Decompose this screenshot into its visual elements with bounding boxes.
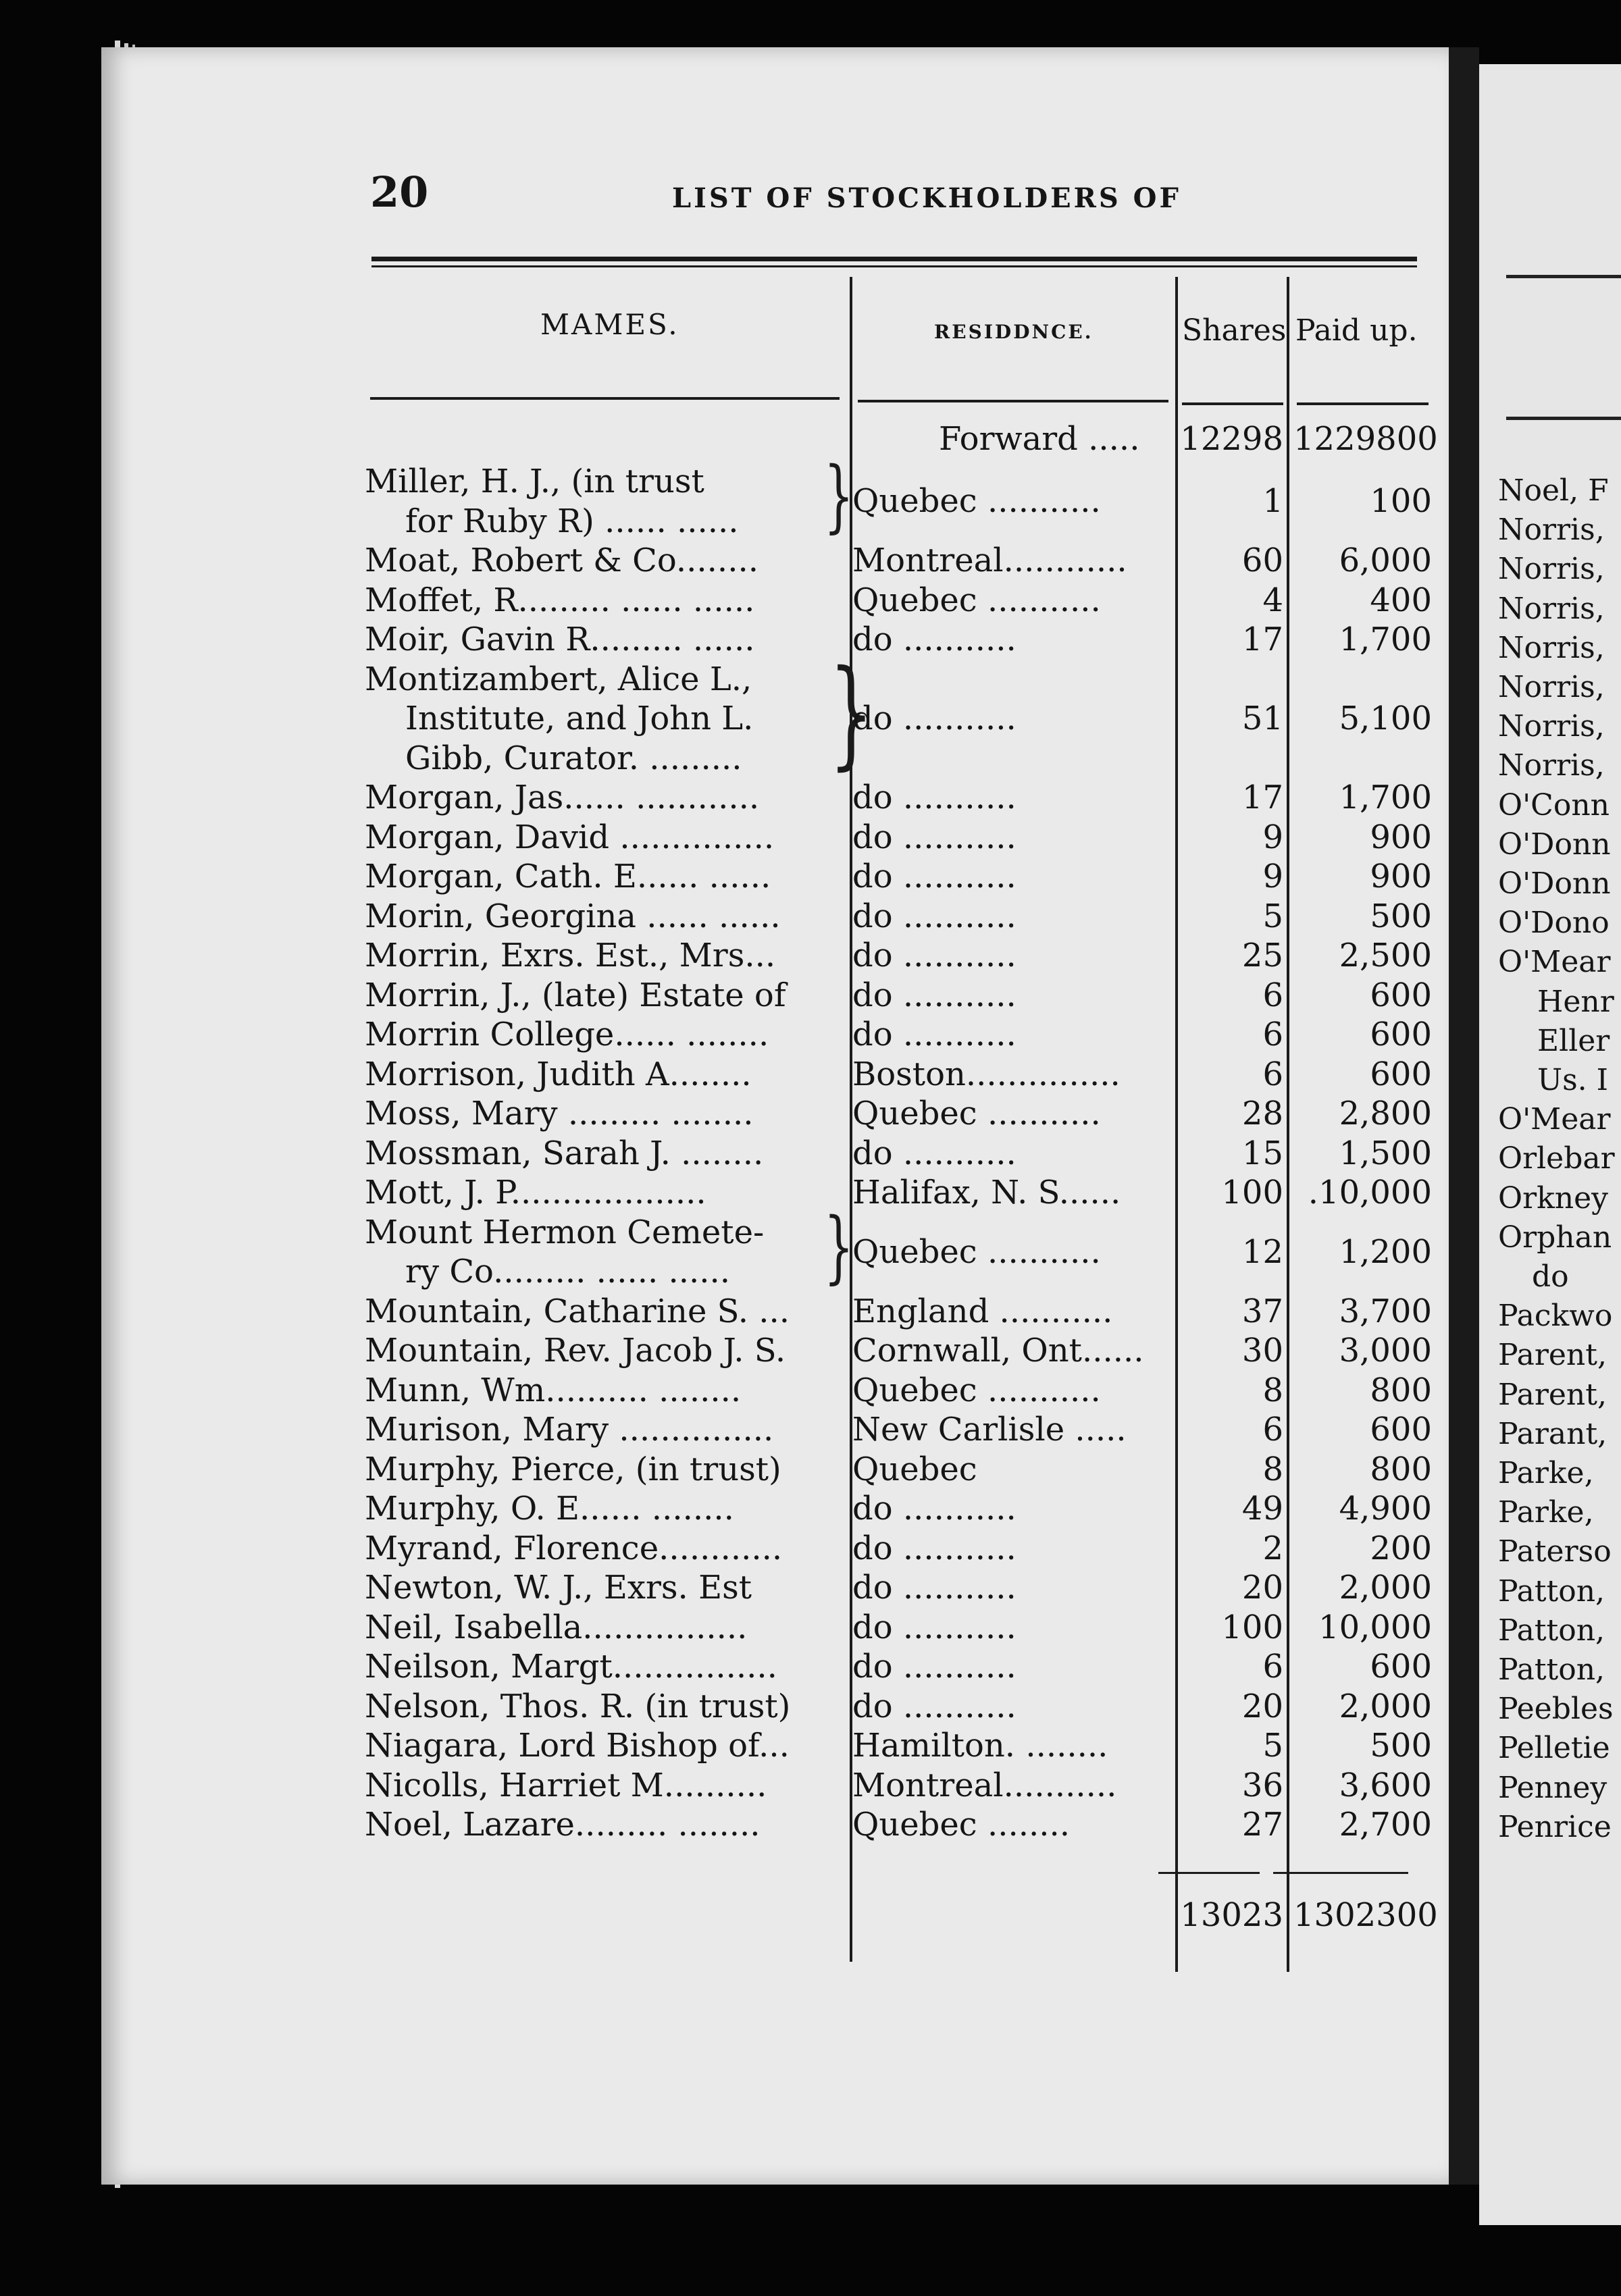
stockholder-name: Munn, Wm.......... ........: [365, 1371, 742, 1409]
facing-page-name-fragment: O'Donn: [1498, 827, 1611, 862]
brace-mark: }: [829, 644, 874, 782]
paid-up-value: .10,000: [1308, 1174, 1432, 1211]
facing-page-name-fragment: Eller: [1537, 1023, 1610, 1058]
shares-value: 36: [1241, 1766, 1283, 1804]
residence: do ...........: [852, 1648, 1017, 1686]
stockholder-name: Neil, Isabella................: [365, 1608, 748, 1646]
stockholder-name: Moir, Gavin R......... ......: [365, 621, 755, 658]
stockholder-name: Mott, J. P...................: [365, 1174, 706, 1211]
residence: Quebec ...........: [852, 1095, 1101, 1132]
column-header-paid-up: Paid up.: [1295, 313, 1418, 348]
stockholder-name-line: [0, 739, 1449, 777]
stockholder-name: Nicolls, Harriet M..........: [365, 1766, 767, 1804]
facing-page-name-fragment: Norris,: [1498, 670, 1605, 704]
stockholder-name: Newton, W. J., Exrs. Est: [365, 1569, 752, 1607]
residence: do ...........: [852, 1016, 1017, 1053]
stockholder-name: Mountain, Rev. Jacob J. S.: [365, 1332, 786, 1369]
stockholder-name: Institute, and John L.: [405, 700, 754, 737]
forward-paid: 1229800: [1293, 420, 1438, 458]
stockholder-name: Morgan, Cath. E...... ......: [365, 858, 771, 895]
paid-up-value: 1,700: [1339, 621, 1432, 658]
facing-page-name-fragment: Patton,: [1498, 1652, 1605, 1687]
facing-page-name-fragment: Penney: [1498, 1770, 1607, 1805]
stockholder-name: Morin, Georgina ...... ......: [365, 897, 781, 935]
facing-page-name-fragment: Norris,: [1498, 709, 1605, 744]
residence: do ...........: [852, 700, 1017, 737]
stockholder-name: for Ruby R) ...... ......: [405, 502, 739, 540]
facing-page-name-fragment: Parent,: [1498, 1377, 1607, 1412]
column-header-rule: [1182, 402, 1283, 405]
paid-up-value: 3,000: [1339, 1332, 1432, 1369]
stockholder-name: Moat, Robert & Co........: [365, 542, 758, 579]
stockholder-name: Morrin College...... ........: [365, 1016, 769, 1053]
residence: Quebec ........: [852, 1806, 1071, 1844]
shares-value: 30: [1241, 1332, 1283, 1369]
stockholder-values: [0, 542, 1449, 579]
stockholder-values: [0, 1233, 1449, 1271]
residence: do ...........: [852, 1134, 1017, 1172]
totals-rule: [1158, 1872, 1260, 1874]
totals-rule: [1273, 1872, 1408, 1874]
stockholder-values: [0, 937, 1449, 974]
stockholder-values: [0, 1648, 1449, 1686]
stockholder-values: [0, 1372, 1449, 1409]
shares-value: 5: [1262, 1727, 1283, 1765]
shares-value: 51: [1241, 700, 1283, 737]
facing-page-name-fragment: Parent,: [1498, 1338, 1607, 1373]
stockholder-name: Nelson, Thos. R. (in trust): [365, 1687, 791, 1725]
shares-value: 8: [1262, 1371, 1283, 1409]
stockholder-name: Neilson, Margt................: [365, 1648, 777, 1686]
stockholder-values: [0, 1332, 1449, 1369]
residence: do ...........: [852, 897, 1017, 935]
paid-up-value: 2,000: [1339, 1687, 1432, 1725]
stockholder-name: Myrand, Florence............: [365, 1529, 783, 1567]
paid-up-value: 600: [1370, 1055, 1432, 1093]
stockholder-values: [0, 1609, 1449, 1646]
facing-page-name-fragment: Patton,: [1498, 1573, 1605, 1609]
residence: England ...........: [852, 1292, 1113, 1330]
shares-value: 100: [1221, 1174, 1283, 1211]
paid-up-value: 1,700: [1339, 779, 1432, 816]
paid-up-value: 800: [1370, 1450, 1432, 1488]
facing-page: [1479, 64, 1621, 2225]
stockholder-values: [0, 482, 1449, 520]
stockholder-values: [0, 1095, 1449, 1132]
facing-page-name-fragment: Penrice: [1498, 1809, 1612, 1844]
residence: Quebec ...........: [852, 1371, 1101, 1409]
paid-up-value: 600: [1370, 976, 1432, 1014]
shares-value: 5: [1262, 897, 1283, 935]
stockholder-values: [0, 1767, 1449, 1804]
paid-up-value: 900: [1370, 818, 1432, 856]
shares-value: 20: [1241, 1569, 1283, 1607]
shares-value: 25: [1241, 937, 1283, 974]
shares-value: 27: [1241, 1806, 1283, 1844]
residence: Quebec ...........: [852, 1232, 1101, 1271]
paid-up-value: 500: [1370, 1727, 1432, 1765]
paid-up-value: 600: [1370, 1411, 1432, 1449]
residence: do ...........: [852, 621, 1017, 658]
shares-value: 1: [1262, 482, 1283, 521]
paid-up-value: 4,900: [1339, 1490, 1432, 1528]
page-number: 20: [370, 167, 429, 217]
stockholder-name: Morrison, Judith A........: [365, 1055, 752, 1093]
stockholder-values: [0, 1411, 1449, 1449]
facing-page-name-fragment: Norris,: [1498, 630, 1605, 665]
stockholder-values: [0, 621, 1449, 658]
stockholder-values: [0, 1055, 1449, 1093]
residence: Quebec ...........: [852, 482, 1101, 521]
paid-up-value: 1,200: [1339, 1232, 1432, 1271]
stockholder-values: [0, 1016, 1449, 1053]
stockholder-values: [0, 779, 1449, 816]
residence: Cornwall, Ont......: [852, 1332, 1144, 1369]
shares-value: 6: [1262, 1016, 1283, 1053]
facing-page-name-fragment: Norris,: [1498, 552, 1605, 587]
residence: do ...........: [852, 976, 1017, 1014]
shares-value: 9: [1262, 818, 1283, 856]
shares-value: 37: [1241, 1292, 1283, 1330]
forward-row: [0, 420, 1449, 458]
residence: do ...........: [852, 1687, 1017, 1725]
facing-page-name-fragment: O'Dono: [1498, 906, 1610, 941]
column-header-rule: [1297, 402, 1429, 405]
shares-value: 6: [1262, 976, 1283, 1014]
facing-page-name-fragment: do: [1532, 1259, 1569, 1294]
stockholder-values: [0, 1530, 1449, 1567]
residence: do ...........: [852, 1490, 1017, 1528]
paid-up-value: 400: [1370, 581, 1432, 619]
residence: do ...........: [852, 779, 1017, 816]
forward-label: Forward .....: [939, 420, 1140, 458]
residence: do ...........: [852, 1569, 1017, 1607]
facing-page-name-fragment: Orlebar: [1498, 1141, 1615, 1176]
facing-page-name-fragment: Noel, F: [1498, 473, 1609, 508]
stockholder-name: ry Co......... ...... ......: [405, 1253, 731, 1290]
residence: Quebec ...........: [852, 581, 1101, 619]
brace-mark: }: [823, 450, 854, 542]
column-header-residence: RESIDDNCE.: [934, 321, 1093, 343]
stockholder-values: [0, 858, 1449, 895]
facing-page-name-fragment: Parke,: [1498, 1495, 1594, 1530]
stockholder-name: Moffet, R......... ...... ......: [365, 581, 755, 619]
shares-value: 8: [1262, 1450, 1283, 1488]
stockholder-values: [0, 581, 1449, 619]
paid-up-value: 500: [1370, 897, 1432, 935]
stockholder-values: [0, 1293, 1449, 1330]
header-rule: [371, 265, 1417, 267]
page-title: LIST OF STOCKHOLDERS OF: [672, 182, 1181, 214]
stockholder-name: Niagara, Lord Bishop of...: [365, 1727, 790, 1765]
facing-page-name-fragment: Norris,: [1498, 591, 1605, 626]
paid-up-value: 200: [1370, 1529, 1432, 1567]
shares-value: 4: [1262, 581, 1283, 619]
residence: Halifax, N. S......: [852, 1174, 1121, 1211]
paid-up-value: 5,100: [1339, 700, 1432, 737]
shares-value: 20: [1241, 1687, 1283, 1725]
facing-page-name-fragment: Packwo: [1498, 1299, 1613, 1334]
stockholder-name: Moss, Mary ......... ........: [365, 1095, 754, 1132]
forward-shares: 12298: [1180, 420, 1283, 458]
residence: do ...........: [852, 1529, 1017, 1567]
facing-page-rule: [1506, 275, 1621, 278]
paid-up-value: 2,000: [1339, 1569, 1432, 1607]
total-paid: 1302300: [1293, 1896, 1438, 1934]
stockholder-values: [0, 897, 1449, 935]
facing-page-name-fragment: Norris,: [1498, 748, 1605, 783]
stockholder-name: Morrin, J., (late) Estate of: [365, 976, 786, 1014]
shares-value: 9: [1262, 858, 1283, 895]
facing-page-name-fragment: Pelletie: [1498, 1731, 1610, 1766]
paid-up-value: 3,700: [1339, 1292, 1432, 1330]
shares-value: 60: [1241, 542, 1283, 579]
shares-value: 17: [1241, 621, 1283, 658]
stockholder-values: [0, 1806, 1449, 1844]
stockholder-values: [0, 818, 1449, 856]
facing-page-name-fragment: Parant,: [1498, 1416, 1607, 1451]
paid-up-value: 2,800: [1339, 1095, 1432, 1132]
facing-page-name-fragment: O'Mear: [1498, 945, 1611, 980]
facing-page-name-fragment: Norris,: [1498, 513, 1605, 548]
residence: Montreal...........: [852, 1766, 1117, 1804]
stockholder-values: [0, 1451, 1449, 1488]
shares-value: 100: [1221, 1608, 1283, 1646]
paid-up-value: 600: [1370, 1016, 1432, 1053]
stockholder-values: [0, 976, 1449, 1014]
facing-page-name-fragment: O'Conn: [1498, 787, 1610, 823]
paid-up-value: 1,500: [1339, 1134, 1432, 1172]
stockholder-name: Murphy, O. E...... ........: [365, 1490, 734, 1528]
shares-value: 15: [1241, 1134, 1283, 1172]
facing-page-name-fragment: Orkney: [1498, 1180, 1609, 1216]
shares-value: 49: [1241, 1490, 1283, 1528]
paid-up-value: 6,000: [1339, 542, 1432, 579]
stockholder-name: Mount Hermon Cemete-: [365, 1213, 765, 1251]
residence: Montreal............: [852, 542, 1127, 579]
facing-page-name-fragment: Parke,: [1498, 1456, 1594, 1490]
facing-page-name-fragment: Peebles: [1498, 1692, 1614, 1727]
shares-value: 2: [1262, 1529, 1283, 1567]
stockholder-values: [0, 700, 1449, 737]
column-header-names: MAMES.: [540, 308, 679, 341]
paid-up-value: 3,600: [1339, 1766, 1432, 1804]
stockholder-name: Murphy, Pierce, (in trust): [365, 1450, 781, 1488]
facing-page-name-fragment: Henr: [1537, 984, 1614, 1019]
shares-value: 6: [1262, 1055, 1283, 1093]
facing-page-name-fragment: Patton,: [1498, 1613, 1605, 1648]
residence: do ...........: [852, 818, 1017, 856]
shares-value: 17: [1241, 779, 1283, 816]
column-header-rule: [858, 400, 1168, 402]
totals-row: [0, 1896, 1449, 1934]
shares-value: 12: [1241, 1232, 1283, 1271]
paid-up-value: 2,500: [1339, 937, 1432, 974]
residence: Boston...............: [852, 1055, 1121, 1093]
book-gutter: [1449, 47, 1479, 2185]
stockholder-name-line: [0, 660, 1449, 698]
stockholder-name: Miller, H. J., (in trust: [365, 463, 704, 500]
facing-page-name-fragment: O'Donn: [1498, 866, 1611, 901]
stockholder-values: [0, 1569, 1449, 1607]
residence: do ...........: [852, 937, 1017, 974]
residence: New Carlisle .....: [852, 1411, 1127, 1449]
stockholder-name: Morrin, Exrs. Est., Mrs...: [365, 937, 776, 974]
stockholder-name: Mossman, Sarah J. ........: [365, 1134, 764, 1172]
total-shares: 13023: [1180, 1896, 1283, 1934]
column-header-shares: Shares: [1182, 313, 1287, 348]
paid-up-value: 600: [1370, 1648, 1432, 1686]
stockholder-name: Noel, Lazare......... ........: [365, 1806, 761, 1844]
stockholder-name: Gibb, Curator. .........: [405, 739, 742, 777]
facing-page-name-fragment: O'Mear: [1498, 1102, 1611, 1137]
paid-up-value: 100: [1370, 482, 1432, 521]
brace-mark: }: [823, 1201, 854, 1293]
stockholder-values: [0, 1174, 1449, 1211]
column-header-rule: [370, 397, 840, 400]
stockholder-values: [0, 1490, 1449, 1528]
stockholder-name: Morgan, David ...............: [365, 818, 775, 856]
residence: do ...........: [852, 858, 1017, 895]
residence: Hamilton. ........: [852, 1727, 1108, 1765]
stockholder-name: Montizambert, Alice L.,: [365, 660, 752, 698]
shares-value: 6: [1262, 1411, 1283, 1449]
paid-up-value: 10,000: [1318, 1608, 1432, 1646]
stockholder-values: [0, 1134, 1449, 1172]
facing-page-name-fragment: Paterso: [1498, 1534, 1612, 1569]
residence: Quebec: [852, 1450, 977, 1488]
stockholder-name: Morgan, Jas...... ............: [365, 779, 760, 816]
stockholder-values: [0, 1688, 1449, 1725]
stockholder-name: Mountain, Catharine S. ...: [365, 1292, 790, 1330]
stockholder-name: Murison, Mary ...............: [365, 1411, 774, 1449]
stockholder-values: [0, 1727, 1449, 1765]
residence: do ...........: [852, 1608, 1017, 1646]
shares-value: 6: [1262, 1648, 1283, 1686]
paid-up-value: 2,700: [1339, 1806, 1432, 1844]
facing-page-name-fragment: Orphan: [1498, 1220, 1612, 1255]
shares-value: 28: [1241, 1095, 1283, 1132]
header-rule: [371, 257, 1417, 261]
paid-up-value: 800: [1370, 1371, 1432, 1409]
facing-page-rule: [1506, 417, 1621, 420]
paid-up-value: 900: [1370, 858, 1432, 895]
facing-page-name-fragment: Us. I: [1537, 1063, 1609, 1097]
